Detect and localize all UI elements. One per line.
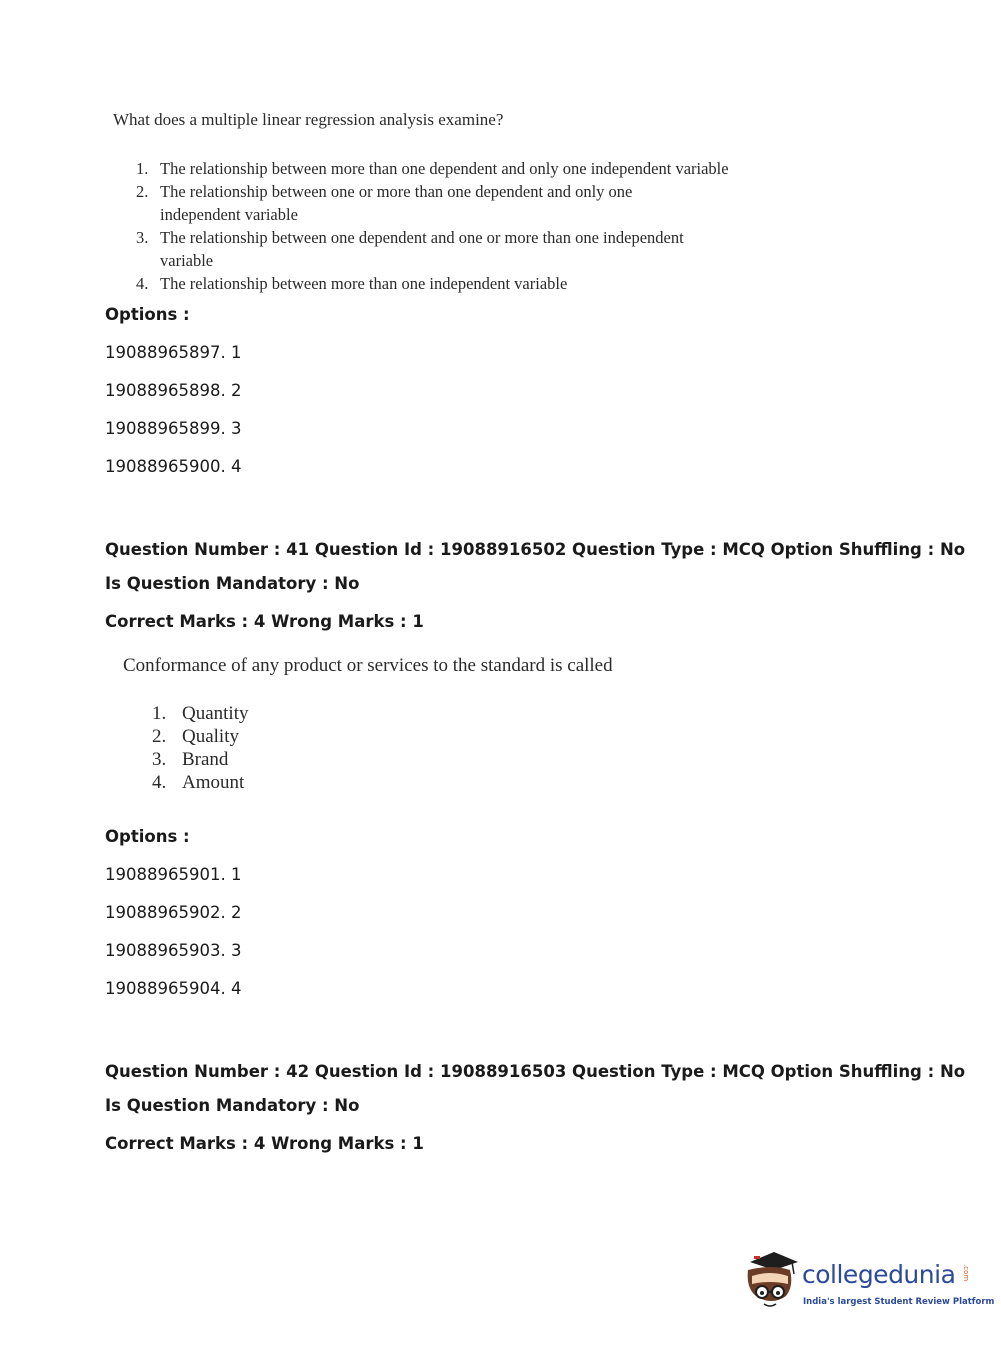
q41-option-2: 19088965902. 2	[105, 903, 242, 922]
collegedunia-logo	[742, 1250, 995, 1320]
q40-choice-3: 3. The relationship between one dependent and one or more than one independent variable	[136, 228, 684, 270]
q41-choice-1: 1. Quantity	[152, 703, 249, 724]
q40-option-1: 19088965897. 1	[105, 343, 242, 362]
q42-mandatory: Is Question Mandatory : No	[105, 1096, 360, 1115]
q40-option-4: 19088965900. 4	[105, 457, 242, 476]
q40-choice-1: 1. The relationship between more than one dependent and only one independent variable	[136, 159, 729, 178]
q41-marks: Correct Marks : 4 Wrong Marks : 1	[105, 612, 424, 631]
q42-marks: Correct Marks : 4 Wrong Marks : 1	[105, 1134, 424, 1153]
q41-choice-list	[152, 702, 249, 794]
q40-question-text: What does a multiple linear regression analysis examine?	[113, 110, 504, 129]
logo-dotcom: .com	[962, 1264, 970, 1282]
q41-options-label: Options :	[105, 827, 190, 846]
q40-option-3: 19088965899. 3	[105, 419, 242, 438]
student-mascot-icon	[742, 1250, 800, 1312]
q42-header: Question Number : 42 Question Id : 19088916503 Question Type : MCQ Option Shuffling : No	[105, 1062, 966, 1081]
q41-question-text: Conformance of any product or services to the standard is called	[123, 655, 613, 676]
logo-wordmark: collegedunia	[802, 1260, 956, 1289]
q40-choice-list	[136, 157, 736, 295]
q40-choice-4: 4. The relationship between more than one independent variable	[136, 274, 568, 293]
q41-choice-3: 3. Brand	[152, 749, 229, 770]
logo-tagline: India's largest Student Review Platform	[803, 1297, 995, 1307]
q41-option-1: 19088965901. 1	[105, 865, 242, 884]
q40-choice-2: 2. The relationship between one or more than one dependent and only one independent variable	[136, 182, 633, 224]
q41-choice-2: 2. Quality	[152, 726, 239, 747]
q41-option-3: 19088965903. 3	[105, 941, 242, 960]
q41-choice-4: 4. Amount	[152, 772, 245, 793]
q40-options-label: Options :	[105, 305, 190, 324]
q40-option-2: 19088965898. 2	[105, 381, 242, 400]
q41-mandatory: Is Question Mandatory : No	[105, 574, 360, 593]
q41-header: Question Number : 41 Question Id : 19088916502 Question Type : MCQ Option Shuffling : No	[105, 540, 966, 559]
q41-option-4: 19088965904. 4	[105, 979, 242, 998]
